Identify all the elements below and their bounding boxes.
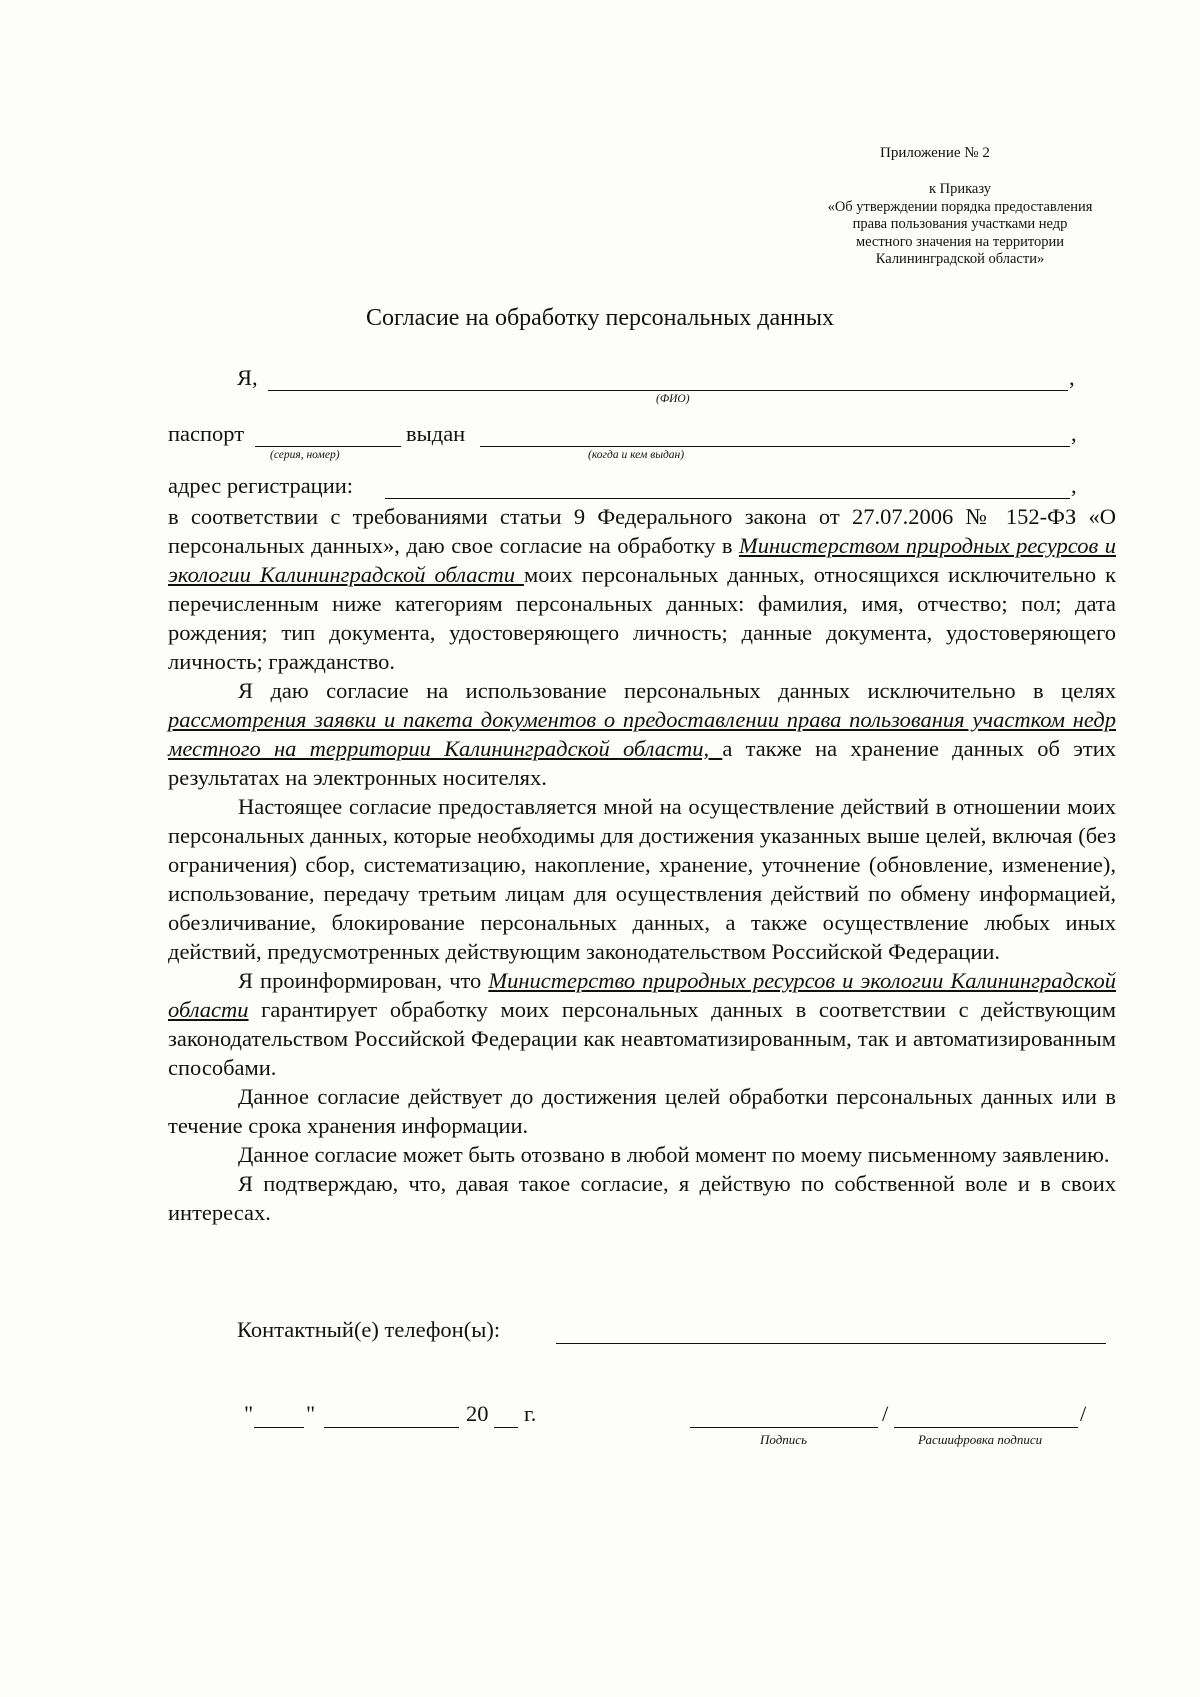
decryption-hint: Расшифровка подписи bbox=[918, 1432, 1043, 1447]
ministry-name-2: Министерство природных ресурсов и экологии Калининградской области bbox=[168, 968, 1117, 1022]
ministry-name-1: Министерством природных ресурсов и экологии Калининградской области bbox=[168, 533, 1116, 587]
fio-comma: , bbox=[1069, 365, 1075, 390]
year-prefix: 20 bbox=[466, 1401, 489, 1426]
order-line: местного значения на территории bbox=[855, 233, 1065, 250]
day-line[interactable] bbox=[254, 1427, 304, 1428]
appendix-order-reference bbox=[770, 181, 1150, 269]
appendix-number: Приложение № 2 bbox=[880, 145, 990, 161]
signature-slash-1: / bbox=[882, 1401, 889, 1426]
decryption-line[interactable] bbox=[894, 1427, 1078, 1428]
i-label: Я, bbox=[237, 365, 258, 390]
phone-label: Контактный(е) телефон(ы): bbox=[237, 1317, 501, 1342]
signature-line[interactable] bbox=[690, 1427, 878, 1428]
order-line: права пользования участками недр bbox=[852, 216, 1068, 232]
signature-slash-2: / bbox=[1080, 1401, 1087, 1426]
issued-label: выдан bbox=[406, 421, 466, 446]
address-comma: , bbox=[1071, 473, 1077, 498]
address-label: адрес регистрации: bbox=[168, 473, 354, 498]
order-line: «Об утверждении порядка предоставления bbox=[827, 198, 1093, 215]
paragraph-6: Данное согласие может быть отозвано в любой момент по моему письменному заявлению. bbox=[238, 1142, 1110, 1167]
paragraph-3: Настоящее согласие предоставляется мной на осуществление действий в отношении моих персональных данных, которые необходимы для достижения указанных выше целей, включая (без ограничения) сбор, систематизацию, накопление, хранение, уточнение (обновление, изменение), использование, передачу третьим лицам для осуществления действий по обмену информацией, обезличивание, блокирование персональных данных, а также осуществление любых иных действий, предусмотренных действующим законодательством Российской Федерации. bbox=[168, 794, 1116, 964]
year-line[interactable] bbox=[494, 1427, 518, 1428]
p4-text-a: Я проинформирован, что bbox=[238, 968, 489, 993]
issued-comma: , bbox=[1071, 421, 1077, 446]
p2-text-b: а также на хранение данных об этих результатах на электронных носителях. bbox=[168, 736, 1116, 790]
fio-hint: (ФИО) bbox=[656, 393, 690, 405]
consent-body bbox=[168, 502, 1116, 1227]
page-title: Согласие на обработку персональных данных bbox=[366, 305, 834, 331]
series-hint: (серия, номер) bbox=[270, 449, 340, 461]
phone-line[interactable] bbox=[556, 1343, 1106, 1344]
issued-hint: (когда и кем выдан) bbox=[588, 449, 685, 461]
paragraph-7: Я подтверждаю, что, давая такое согласие, я действую по собственной воле и в своих интересах. bbox=[168, 1171, 1116, 1225]
paragraph-5: Данное согласие действует до достижения целей обработки персональных данных или в течение срока хранения информации. bbox=[168, 1084, 1116, 1138]
p2-text-a: Я даю согласие на использование персональных данных исключительно в целях bbox=[238, 678, 1116, 703]
paragraph-2 bbox=[168, 676, 1116, 792]
paragraph-1 bbox=[168, 502, 1116, 676]
date-quote-close: " bbox=[306, 1401, 316, 1426]
year-suffix: г. bbox=[524, 1401, 537, 1426]
signature-hint: Подпись bbox=[760, 1432, 807, 1447]
address-line[interactable] bbox=[385, 498, 1070, 499]
p4-text-b: гарантирует обработку моих персональных данных в соответствии с действующим законодательством Российской Федерации как неавтоматизированным, так и автоматизированным способами. bbox=[168, 997, 1116, 1080]
purpose-text: рассмотрения заявки и пакета документов о предоставлении права пользования участком недр местного на территории Калининградской области, bbox=[168, 707, 1116, 761]
paragraph-4 bbox=[168, 966, 1116, 1082]
order-line: к Приказу bbox=[928, 181, 992, 197]
order-line: Калининградской области» bbox=[875, 251, 1045, 267]
passport-label: паспорт bbox=[168, 421, 245, 446]
p1-text-b: моих персональных данных, относящихся исключительно к перечисленным ниже категориям персональных данных: фамилия, имя, отчество; пол; дата рождения; тип документа, удостоверяющего личность; данные документа, удостоверяющего личность; гражданство. bbox=[168, 562, 1116, 674]
month-line[interactable] bbox=[324, 1427, 459, 1428]
p1-text-a: в соответствии с требованиями статьи 9 Федерального закона от 27.07.2006 № 152-ФЗ «О персональных данных», даю свое согласие на обработку в bbox=[168, 504, 1116, 558]
issued-by-line[interactable] bbox=[480, 446, 1070, 447]
passport-series-line[interactable] bbox=[255, 446, 401, 447]
fio-line[interactable] bbox=[268, 390, 1068, 391]
date-quote-open: " bbox=[244, 1401, 254, 1426]
